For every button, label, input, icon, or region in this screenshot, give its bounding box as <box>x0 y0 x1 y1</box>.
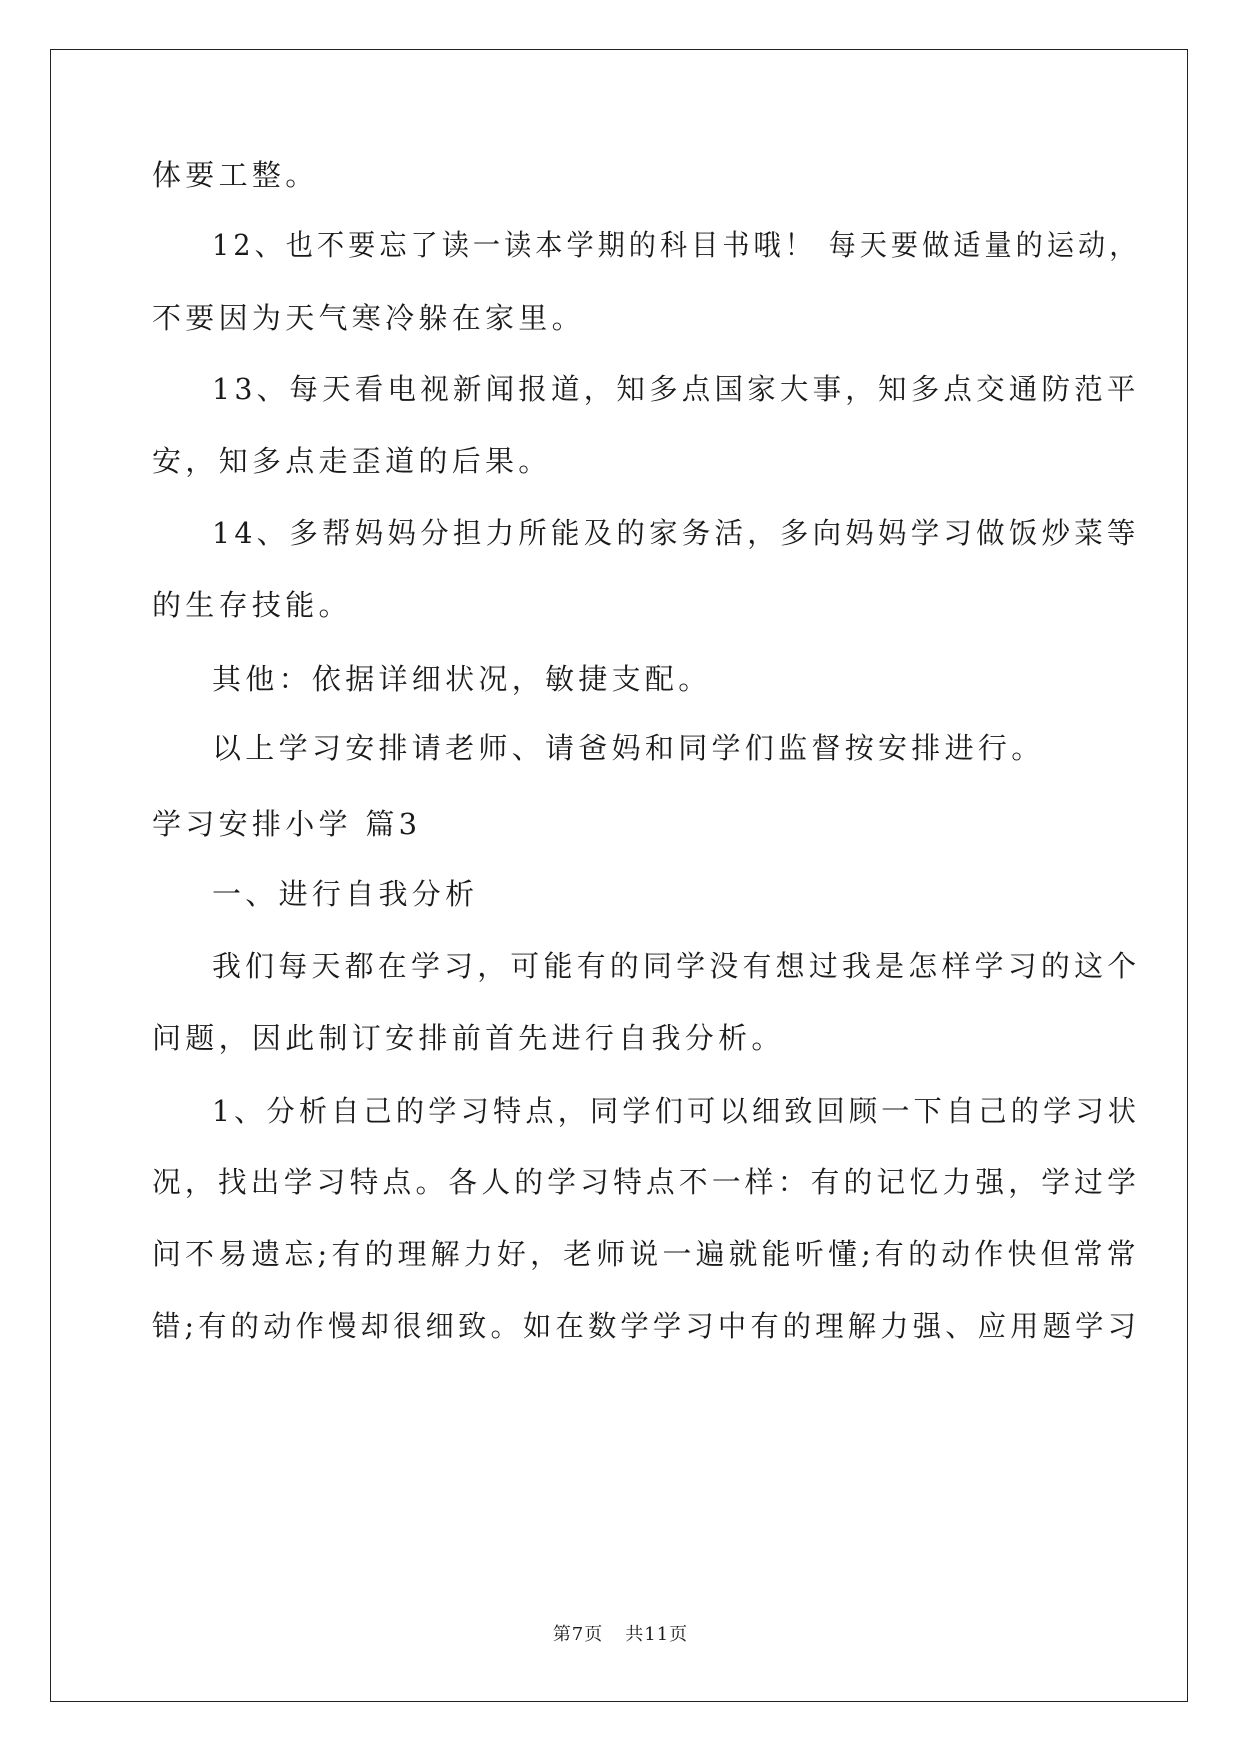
text-line: 13、每天看电视新闻报道，知多点国家大事，知多点交通防范平 <box>212 372 1140 406</box>
text-line: 问不易遗忘;有的理解力好，老师说一遍就能听懂;有的动作快但常常 <box>152 1237 1140 1271</box>
text-line: 以上学习安排请老师、请爸妈和同学们监督按安排进行。 <box>212 731 1045 765</box>
text-line: 安，知多点走歪道的后果。 <box>152 444 552 478</box>
text-line: 不要因为天气寒冷躲在家里。 <box>152 301 585 335</box>
text-line: 况，找出学习特点。各人的学习特点不一样：有的记忆力强，学过学 <box>152 1165 1141 1199</box>
page-number: 第7页 <box>552 1624 604 1645</box>
text-line: 我们每天都在学习，可能有的同学没有想过我是怎样学习的这个 <box>212 949 1141 983</box>
text-line: 问题，因此制订安排前首先进行自我分析。 <box>152 1021 785 1055</box>
text-line: 错;有的动作慢却很细致。如在数学学习中有的理解力强、应用题学习 <box>152 1309 1141 1343</box>
page-total: 共11页 <box>625 1624 689 1645</box>
text-line: 12、也不要忘了读一读本学期的科目书哦！ 每天要做适量的运动， <box>212 228 1141 262</box>
text-line: 体要工整。 <box>152 158 319 192</box>
text-line: 14、多帮妈妈分担力所能及的家务活，多向妈妈学习做饭炒菜等 <box>212 516 1140 550</box>
text-line: 的生存技能。 <box>152 588 352 622</box>
text-line: 1、分析自己的学习特点，同学们可以细致回顾一下自己的学习状 <box>212 1094 1141 1128</box>
section-heading: 学习安排小学 篇3 <box>152 807 422 841</box>
text-line: 一、进行自我分析 <box>212 877 479 911</box>
page-footer <box>0 1624 1241 1646</box>
text-line: 其他：依据详细状况，敏捷支配。 <box>212 662 712 696</box>
